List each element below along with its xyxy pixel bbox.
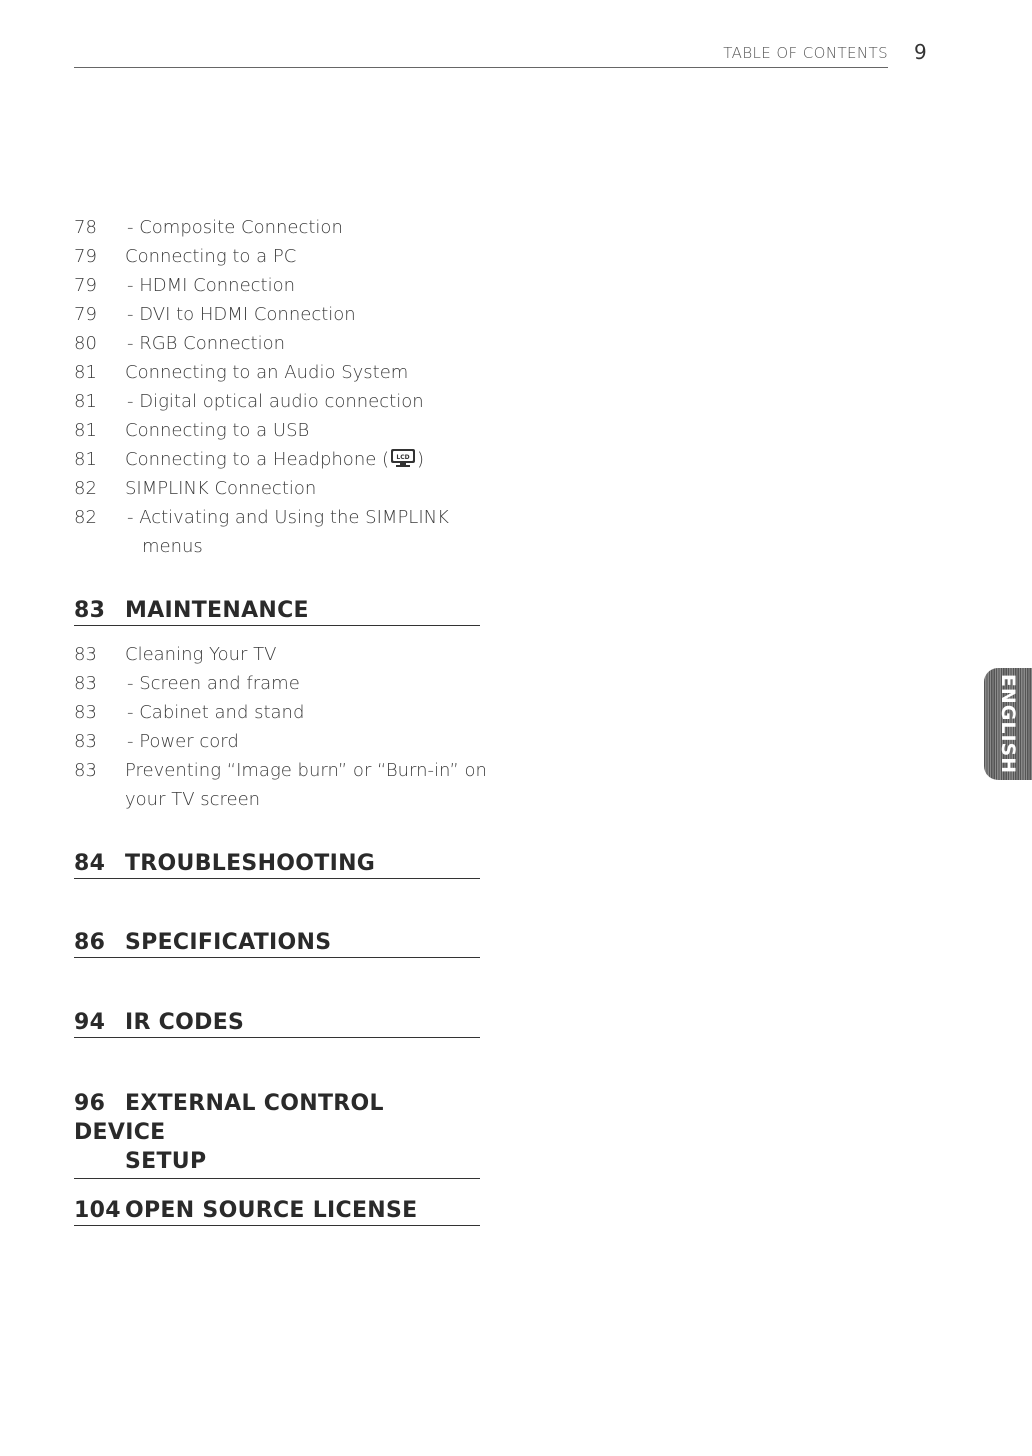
toc-page-number: 83 bbox=[74, 760, 97, 781]
toc-list-maintenance bbox=[74, 640, 494, 814]
language-tab-label: ENGLISH bbox=[997, 673, 1019, 775]
toc-entry-continuation-text: your TV screen bbox=[125, 789, 261, 810]
toc-entry-text: Cleaning Your TV bbox=[125, 644, 277, 665]
toc-entry-text: - HDMI Connection bbox=[127, 275, 296, 296]
toc-entry-text: Connecting to a Headphone ( bbox=[125, 449, 390, 470]
toc-entry-text: Connecting to a USB bbox=[125, 420, 310, 441]
toc-entry-text: - DVI to HDMI Connection bbox=[127, 304, 356, 325]
toc-page-number: 79 bbox=[74, 246, 97, 267]
section-heading-maintenance[interactable] bbox=[74, 598, 480, 626]
section-title: EXTERNAL CONTROL DEVICE bbox=[74, 1091, 384, 1145]
header-title: TABLE OF CONTENTS bbox=[723, 44, 888, 62]
toc-entry-text: Preventing “Image burn” or “Burn-in” on bbox=[125, 760, 487, 781]
toc-entry-text-close: ) bbox=[417, 449, 425, 470]
toc-page-number: 83 bbox=[74, 702, 97, 723]
toc-entry[interactable] bbox=[74, 329, 494, 358]
toc-page-number: 79 bbox=[74, 275, 97, 296]
toc-page-number: 81 bbox=[74, 391, 97, 412]
section-page-number: 104 bbox=[74, 1198, 121, 1223]
toc-entry-text: SIMPLINK Connection bbox=[125, 478, 317, 499]
toc-entry[interactable] bbox=[74, 727, 494, 756]
toc-entry-text: - Activating and Using the SIMPLINK bbox=[127, 507, 449, 528]
section-heading-specifications[interactable] bbox=[74, 930, 480, 958]
toc-entry[interactable] bbox=[74, 756, 494, 785]
section-title: IR CODES bbox=[125, 1010, 245, 1035]
toc-entry-text: - Screen and frame bbox=[127, 673, 300, 694]
toc-list-top bbox=[74, 213, 494, 561]
section-title: TROUBLESHOOTING bbox=[125, 851, 376, 876]
toc-page-number: 81 bbox=[74, 449, 97, 470]
toc-entry-text: - Cabinet and stand bbox=[127, 702, 305, 723]
section-page-number: 86 bbox=[74, 930, 106, 955]
section-page-number: 83 bbox=[74, 598, 106, 623]
toc-page-number: 81 bbox=[74, 362, 97, 383]
toc-entry-text: Connecting to a PC bbox=[125, 246, 297, 267]
toc-page-number: 83 bbox=[74, 731, 97, 752]
toc-page-number: 79 bbox=[74, 304, 97, 325]
toc-page-number: 81 bbox=[74, 420, 97, 441]
section-title: SPECIFICATIONS bbox=[125, 930, 332, 955]
toc-entry-text: - Power cord bbox=[127, 731, 239, 752]
toc-entry[interactable] bbox=[74, 213, 494, 242]
toc-entry[interactable] bbox=[74, 416, 494, 445]
toc-entry-text: Connecting to an Audio System bbox=[125, 362, 409, 383]
toc-page-number: 82 bbox=[74, 478, 97, 499]
section-title-line2: SETUP bbox=[125, 1149, 207, 1174]
toc-entry-continuation bbox=[74, 785, 494, 814]
toc-page-number: 83 bbox=[74, 673, 97, 694]
toc-page-number: 78 bbox=[74, 217, 97, 238]
toc-page-number: 83 bbox=[74, 644, 97, 665]
toc-entry-text: - Digital optical audio connection bbox=[127, 391, 424, 412]
toc-entry[interactable] bbox=[74, 387, 494, 416]
toc-entry[interactable] bbox=[74, 271, 494, 300]
section-page-number: 94 bbox=[74, 1010, 106, 1035]
svg-text:LCD: LCD bbox=[396, 454, 410, 461]
toc-entry-continuation bbox=[74, 532, 494, 561]
toc-page-number: 82 bbox=[74, 507, 97, 528]
toc-entry-text: - Composite Connection bbox=[127, 217, 343, 238]
toc-entry[interactable] bbox=[74, 445, 494, 474]
toc-entry[interactable] bbox=[74, 669, 494, 698]
language-tab bbox=[984, 668, 1032, 780]
header-divider bbox=[74, 67, 888, 68]
toc-entry[interactable] bbox=[74, 474, 494, 503]
section-page-number: 84 bbox=[74, 851, 106, 876]
section-title: MAINTENANCE bbox=[125, 598, 309, 623]
section-heading-external-control-device-setup[interactable] bbox=[74, 1089, 480, 1179]
section-heading-ir-codes[interactable] bbox=[74, 1010, 480, 1038]
section-heading-troubleshooting[interactable] bbox=[74, 851, 480, 879]
toc-page-number: 80 bbox=[74, 333, 97, 354]
toc-entry[interactable] bbox=[74, 358, 494, 387]
toc-entry[interactable] bbox=[74, 300, 494, 329]
toc-entry[interactable] bbox=[74, 640, 494, 669]
toc-entry[interactable] bbox=[74, 242, 494, 271]
section-title: OPEN SOURCE LICENSE bbox=[125, 1198, 418, 1223]
section-page-number: 96 bbox=[74, 1091, 106, 1116]
toc-entry-continuation-text: menus bbox=[142, 536, 203, 557]
toc-entry[interactable] bbox=[74, 503, 494, 532]
toc-entry-text: - RGB Connection bbox=[127, 333, 286, 354]
section-heading-open-source-license[interactable] bbox=[74, 1198, 480, 1226]
page-number: 9 bbox=[914, 40, 927, 64]
toc-entry[interactable] bbox=[74, 698, 494, 727]
lcd-tv-icon bbox=[390, 448, 416, 468]
